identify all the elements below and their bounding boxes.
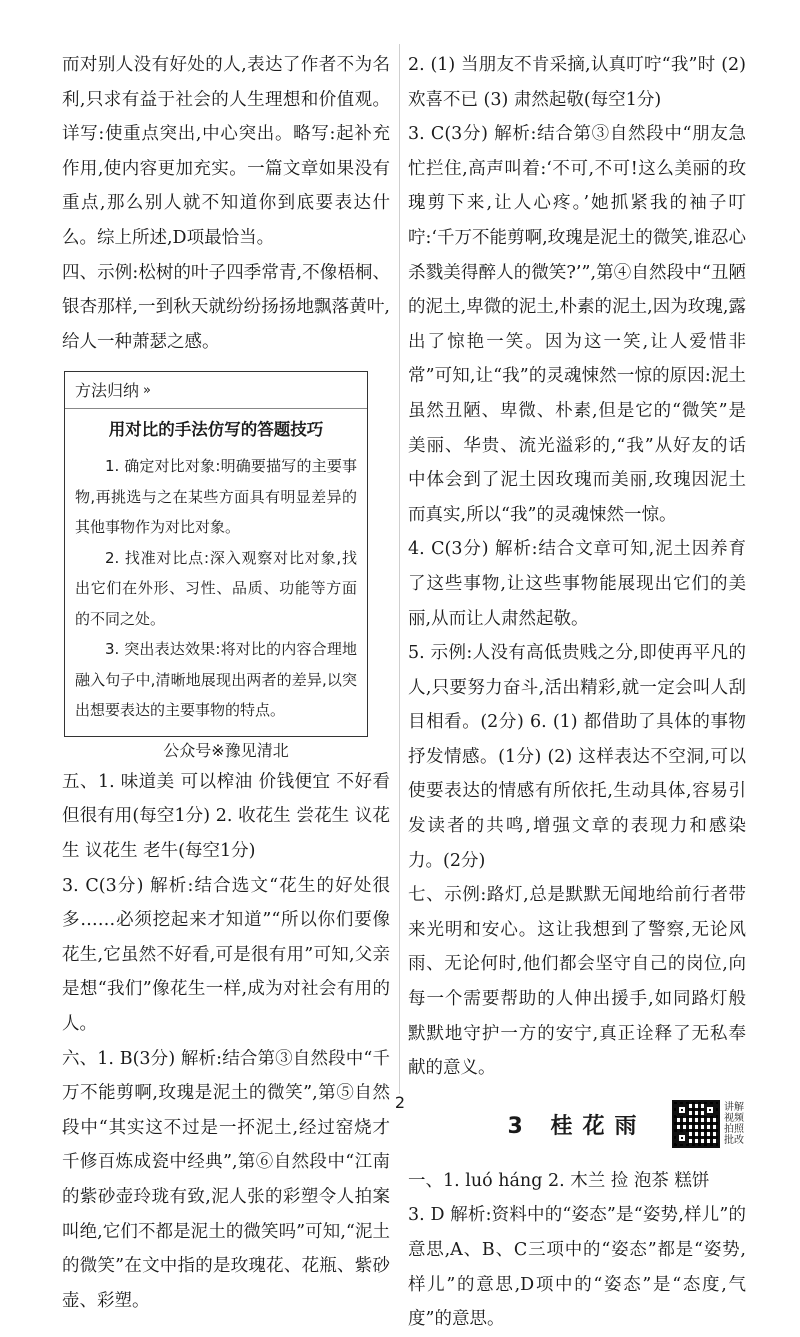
method-box-title: 用对比的手法仿写的答题技巧 bbox=[108, 420, 324, 440]
column-divider bbox=[399, 44, 400, 1094]
answer-paragraph: 六、1. B(3分) 解析:结合第③自然段中“千万不能剪啊,玫瑰是泥土的微笑”,第⑤自然段中“其实这不过是一抔泥土,经过窑烧才千修百炼成瓷中经典”,第⑥自然段中“江南的紫砂壶玲珑有致,泥人张的彩塑令人拍案叫绝,它们不都是泥土的微笑吗”可知,“泥土的微笑”在文中指的是玫瑰花、花瓶、紫砂壶、彩塑。 bbox=[62, 1048, 390, 1311]
qr-label: 讲解视频拍照批改 bbox=[724, 1101, 744, 1146]
answer-paragraph: 4. C(3分) 解析:结合文章可知,泥土因养育了这些事物,让这些事物能展现出它们的美丽,从而让人肃然起敬。 bbox=[408, 539, 746, 629]
double-chevron-icon: » bbox=[143, 383, 151, 399]
method-box-header bbox=[75, 378, 357, 404]
answer-paragraph: 一、1. luó háng 2. 木兰 捡 泡茶 糕饼 bbox=[408, 1170, 710, 1191]
method-summary-box bbox=[64, 371, 368, 737]
method-item: 1. 确定对比对象:明确要描写的主要事物,再挑选与之在某些方面具有明显差异的其他事物作为对比对象。 bbox=[75, 457, 357, 537]
section-number: 3 bbox=[507, 1113, 533, 1139]
section-title-text: 桂花雨 bbox=[550, 1113, 647, 1139]
answer-paragraph: 七、示例:路灯,总是默默无闻地给前行者带来光明和安心。这让我想到了警察,无论风雨、无论何时,他们都会坚守自己的岗位,向每一个需要帮助的人伸出援手,如同路灯般默默地守护一方的安宁,真正诠释了无私奉献的意义。 bbox=[408, 885, 746, 1079]
answer-paragraph: 5. 示例:人没有高低贵贱之分,即使再平凡的人,只要努力奋斗,活出精彩,就一定会叫人刮目相看。(2分) 6. (1) 都借助了具体的事物抒发情感。(1分) (2) 这样表达不空洞,可以使要表达的情感有所依托,生动具体,容易引发读者的共鸣,增强文章的表现力和感染力。(2分) bbox=[408, 643, 746, 871]
answer-paragraph: 3. C(3分) 解析:结合选文“花生的好处很多……必须挖起来才知道”“所以你们要像花生,它虽然不好看,可是很有用”可知,父亲是想“我们”像花生一样,成为对社会有用的人。 bbox=[62, 875, 390, 1034]
answer-paragraph: 五、1. 味道美 可以榨油 价钱便宜 不好看但很有用(每空1分) 2. 收花生 尝花生 议花生 议花生 老牛(每空1分) bbox=[62, 771, 390, 862]
answer-paragraph: 2. (1) 当朋友不肯采摘,认真叮咛“我”时 (2) 欢喜不已 (3) 肃然起敬(每空1分) bbox=[408, 55, 746, 110]
method-item: 2. 找准对比点:深入观察对比对象,找出它们在外形、习性、品质、功能等方面的不同之处。 bbox=[75, 548, 357, 628]
answer-paragraph: 3. C(3分) 解析:结合第③自然段中“朋友急忙拦住,高声叫着:‘不可,不可!这么美丽的玫瑰剪下来,让人心疼。’她抓紧我的袖子叮咛:‘千万不能剪啊,玫瑰是泥土的微笑,谁忍心杀戮美得醉人的微笑?’”,第④自然段中“丑陋的泥土,卑微的泥土,朴素的泥土,因为玫瑰,露出了惊艳一笑。因为这一笑,让人爱惜非常”可知,让“我”的灵魂悚然一惊的原因:泥土虽然丑陋、卑微、朴素,但是它的“微笑”是美丽、华贵、流光溢彩的,“我”从好友的话中体会到了泥土因玫瑰而美丽,玫瑰因泥土而真实,所以“我”的灵魂悚然一惊。 bbox=[408, 124, 746, 525]
method-box-rule bbox=[65, 408, 367, 409]
left-column bbox=[62, 48, 390, 1318]
answer-paragraph: 四、示例:松树的叶子四季常青,不像梧桐、银杏那样,一到秋天就纷纷扬扬地飘落黄叶,给人一种萧瑟之感。 bbox=[62, 262, 390, 352]
method-box-label: 方法归纳 bbox=[75, 381, 140, 401]
answer-paragraph: 而对别人没有好处的人,表达了作者不为名利,只求有益于社会的人生理想和价值观。详写:使重点突出,中心突出。略写:起补充作用,使内容更加充实。一篇文章如果没有重点,那么别人就不知道你到底要表达什么。综上所述,D项最恰当。 bbox=[62, 55, 390, 248]
page-number: 2 bbox=[394, 1093, 406, 1112]
method-item: 3. 突出表达效果:将对比的内容合理地融入句子中,清晰地展现出两者的差异,以突出想要表达的主要事物的特点。 bbox=[75, 640, 357, 720]
watermark-text: 公众号※豫见清北 bbox=[163, 740, 289, 760]
right-column bbox=[408, 48, 746, 1337]
answer-paragraph: 3. D 解析:资料中的“姿态”是“姿势,样儿”的意思,A、B、C三项中的“姿态”都是“姿势,样儿”的意思,D项中的“姿态”是“态度,气度”的意思。 bbox=[408, 1205, 746, 1330]
